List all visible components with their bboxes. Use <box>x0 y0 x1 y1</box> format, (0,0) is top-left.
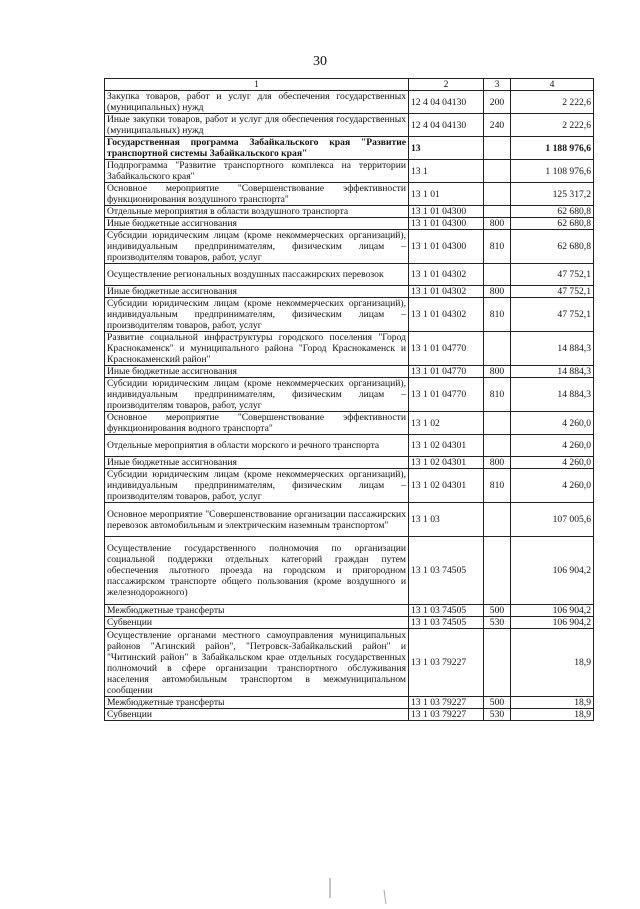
row-name-cell: Основное мероприятие "Совершенствование эффективности функционирования воздушного транспорта" <box>105 183 409 206</box>
row-vr-cell: 800 <box>484 286 511 298</box>
row-vr-cell: 810 <box>484 298 511 332</box>
row-sum-cell: 62 680,8 <box>511 218 594 230</box>
row-sum-cell: 125 317,2 <box>511 183 594 206</box>
table-row <box>105 298 594 332</box>
table-row <box>105 503 594 537</box>
row-name-cell: Субвенции <box>105 617 409 629</box>
table-row <box>105 366 594 378</box>
table-row <box>105 435 594 457</box>
row-code-cell: 12 4 04 04130 <box>409 91 484 114</box>
row-code-cell: 13 1 01 04300 <box>409 206 484 218</box>
row-vr-cell: 500 <box>484 605 511 617</box>
row-code-cell: 13 1 02 04301 <box>409 469 484 503</box>
row-code-cell: 13 1 03 79227 <box>409 629 484 697</box>
row-sum-cell: 14 884,3 <box>511 366 594 378</box>
row-name-cell: Иные закупки товаров, работ и услуг для обеспечения государственных (муниципальных) нужд <box>105 114 409 137</box>
row-name-cell: Иные бюджетные ассигнования <box>105 457 409 469</box>
table-row <box>105 709 594 721</box>
table-header-row <box>105 79 594 91</box>
page-number: 30 <box>313 54 327 69</box>
row-name-cell: Отдельные мероприятия в области воздушного транспорта <box>105 206 409 218</box>
table-row <box>105 412 594 435</box>
row-name-cell: Субсидии юридическим лицам (кроме некоммерческих организаций), индивидуальным предпринимателям, физическим лицам – производителям товаров, работ, услуг <box>105 230 409 264</box>
row-sum-cell: 4 260,0 <box>511 457 594 469</box>
table-row <box>105 605 594 617</box>
table-row <box>105 537 594 605</box>
table-row <box>105 183 594 206</box>
table-row <box>105 114 594 137</box>
row-name-cell: Осуществление органами местного самоуправления муниципальных районов "Агинский район", "Петровск-Забайкальский район" и "Читинский район" в Забайкальском крае отдельных государственных полномочий в сфере организации транспортного обслуживания населения автомобильным транспортом в межмуниципальном сообщении <box>105 629 409 697</box>
row-sum-cell: 14 884,3 <box>511 378 594 412</box>
row-name-cell: Субсидии юридическим лицам (кроме некоммерческих организаций), индивидуальным предпринимателям, физическим лицам – производителям товаров, работ, услуг <box>105 298 409 332</box>
row-code-cell: 13 1 01 04770 <box>409 366 484 378</box>
row-sum-cell: 4 260,0 <box>511 435 594 457</box>
row-name-cell: Осуществление региональных воздушных пассажирских перевозок <box>105 264 409 286</box>
row-vr-cell <box>484 183 511 206</box>
row-vr-cell: 200 <box>484 91 511 114</box>
table-row <box>105 137 594 160</box>
row-name-cell: Иные бюджетные ассигнования <box>105 286 409 298</box>
row-name-cell: Закупка товаров, работ и услуг для обеспечения государственных (муниципальных) нужд <box>105 91 409 114</box>
table-row <box>105 160 594 183</box>
row-code-cell: 13 1 03 <box>409 503 484 537</box>
row-sum-cell: 2 222,6 <box>511 114 594 137</box>
table-row <box>105 697 594 709</box>
table-row <box>105 617 594 629</box>
row-code-cell: 13 1 01 04302 <box>409 264 484 286</box>
row-name-cell: Государственная программа Забайкальского края "Развитие транспортной системы Забайкальского края" <box>105 137 409 160</box>
row-sum-cell: 62 680,8 <box>511 206 594 218</box>
column-header: 2 <box>409 79 484 91</box>
row-sum-cell: 1 188 976,6 <box>511 137 594 160</box>
row-sum-cell: 4 260,0 <box>511 412 594 435</box>
row-sum-cell: 18,9 <box>511 709 594 721</box>
row-code-cell: 13 1 01 04770 <box>409 378 484 412</box>
row-vr-cell: 810 <box>484 469 511 503</box>
row-vr-cell <box>484 206 511 218</box>
row-vr-cell <box>484 332 511 366</box>
row-code-cell: 13 1 03 79227 <box>409 709 484 721</box>
row-sum-cell: 106 904,2 <box>511 605 594 617</box>
row-sum-cell: 47 752,1 <box>511 264 594 286</box>
row-vr-cell <box>484 503 511 537</box>
table-row <box>105 457 594 469</box>
row-name-cell: Иные бюджетные ассигнования <box>105 366 409 378</box>
row-name-cell: Иные бюджетные ассигнования <box>105 218 409 230</box>
row-vr-cell: 530 <box>484 617 511 629</box>
row-code-cell: 13 1 02 04301 <box>409 435 484 457</box>
row-vr-cell <box>484 137 511 160</box>
table-row <box>105 629 594 697</box>
row-name-cell: Отдельные мероприятия в области морского и речного транспорта <box>105 435 409 457</box>
row-code-cell: 13 1 01 04770 <box>409 332 484 366</box>
row-name-cell: Основное мероприятие "Совершенствование эффективности функционирования водного транспорта" <box>105 412 409 435</box>
row-vr-cell: 530 <box>484 709 511 721</box>
row-code-cell: 13 1 03 74505 <box>409 617 484 629</box>
row-code-cell: 13 1 03 79227 <box>409 697 484 709</box>
row-vr-cell <box>484 435 511 457</box>
row-name-cell: Основное мероприятие "Совершенствование организации пассажирских перевозок автомобильным и электрическим наземным транспортом" <box>105 503 409 537</box>
row-code-cell: 12 4 04 04130 <box>409 114 484 137</box>
row-code-cell: 13 1 03 74505 <box>409 537 484 605</box>
row-sum-cell: 107 005,6 <box>511 503 594 537</box>
table-row <box>105 91 594 114</box>
table-row <box>105 286 594 298</box>
column-header: 4 <box>511 79 594 91</box>
budget-table <box>104 78 594 721</box>
row-vr-cell: 240 <box>484 114 511 137</box>
row-code-cell: 13 1 01 04302 <box>409 298 484 332</box>
row-name-cell: Межбюджетные трансферты <box>105 605 409 617</box>
row-code-cell: 13 1 01 04300 <box>409 230 484 264</box>
row-vr-cell <box>484 537 511 605</box>
row-vr-cell: 810 <box>484 378 511 412</box>
row-code-cell: 13 1 01 04302 <box>409 286 484 298</box>
row-vr-cell <box>484 160 511 183</box>
row-vr-cell: 500 <box>484 697 511 709</box>
row-vr-cell <box>484 264 511 286</box>
row-sum-cell: 47 752,1 <box>511 298 594 332</box>
row-name-cell: Субвенции <box>105 709 409 721</box>
row-vr-cell: 810 <box>484 230 511 264</box>
table-row <box>105 469 594 503</box>
row-sum-cell: 2 222,6 <box>511 91 594 114</box>
row-vr-cell: 800 <box>484 366 511 378</box>
row-sum-cell: 106 904,2 <box>511 537 594 605</box>
row-name-cell: Развитие социальной инфраструктуры городского поселения "Город Краснокаменск" и муниципального района "Город Краснокаменск и Краснокаменский район" <box>105 332 409 366</box>
row-sum-cell: 106 904,2 <box>511 617 594 629</box>
row-vr-cell <box>484 412 511 435</box>
row-sum-cell: 14 884,3 <box>511 332 594 366</box>
table-row <box>105 206 594 218</box>
column-header: 3 <box>484 79 511 91</box>
row-sum-cell: 1 108 976,6 <box>511 160 594 183</box>
row-code-cell: 13 1 02 <box>409 412 484 435</box>
table-row <box>105 230 594 264</box>
table-row <box>105 378 594 412</box>
row-vr-cell: 800 <box>484 218 511 230</box>
scan-marks <box>0 860 640 909</box>
row-sum-cell: 18,9 <box>511 629 594 697</box>
row-name-cell: Межбюджетные трансферты <box>105 697 409 709</box>
row-code-cell: 13 1 01 <box>409 183 484 206</box>
row-sum-cell: 4 260,0 <box>511 469 594 503</box>
row-sum-cell: 62 680,8 <box>511 230 594 264</box>
column-header: 1 <box>105 79 409 91</box>
row-vr-cell <box>484 629 511 697</box>
row-code-cell: 13 1 02 04301 <box>409 457 484 469</box>
row-sum-cell: 47 752,1 <box>511 286 594 298</box>
table-row <box>105 264 594 286</box>
table-row <box>105 218 594 230</box>
row-code-cell: 13 <box>409 137 484 160</box>
table-row <box>105 332 594 366</box>
row-name-cell: Подпрограмма "Развитие транспортного комплекса на территории Забайкальского края" <box>105 160 409 183</box>
row-code-cell: 13 1 03 74505 <box>409 605 484 617</box>
row-code-cell: 13 1 <box>409 160 484 183</box>
row-name-cell: Осуществление государственного полномочия по организации социальной поддержки отдельных категорий граждан путем обеспечения льготного проезда на городском и пригородном пассажирском транспорте общего пользования (кроме воздушного и железнодорожного) <box>105 537 409 605</box>
row-name-cell: Субсидии юридическим лицам (кроме некоммерческих организаций), индивидуальным предпринимателям, физическим лицам – производителям товаров, работ, услуг <box>105 378 409 412</box>
row-code-cell: 13 1 01 04300 <box>409 218 484 230</box>
row-vr-cell: 800 <box>484 457 511 469</box>
row-sum-cell: 18,9 <box>511 697 594 709</box>
row-name-cell: Субсидии юридическим лицам (кроме некоммерческих организаций), индивидуальным предпринимателям, физическим лицам – производителям товаров, работ, услуг <box>105 469 409 503</box>
